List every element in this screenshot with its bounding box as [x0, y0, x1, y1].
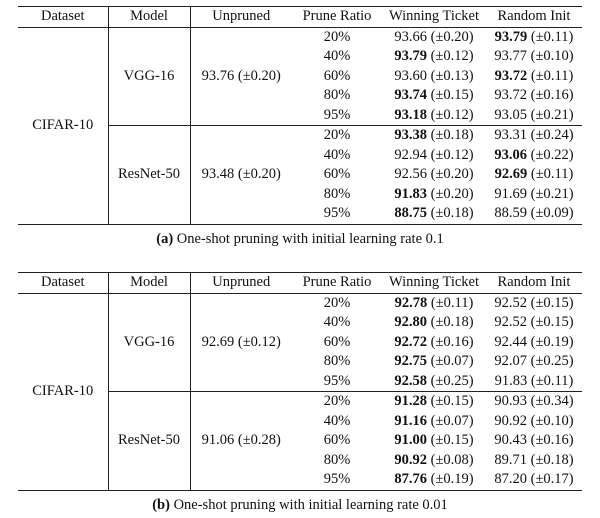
winning-ticket-value: 92.72 — [394, 333, 427, 350]
table-row — [18, 27, 582, 47]
random-init-error: (±0.25) — [530, 353, 574, 369]
prune-ratio-cell: 20% — [323, 127, 351, 143]
winning-ticket-value: 93.74 — [394, 87, 427, 103]
winning-ticket-value: 92.75 — [394, 353, 427, 369]
winning-ticket-value: 91.28 — [394, 393, 427, 409]
model-cell: ResNet-50 — [108, 126, 190, 225]
header-row — [18, 273, 582, 294]
random-init-cell — [486, 470, 582, 490]
model-cell: VGG-16 — [108, 27, 190, 126]
winning-ticket-error: (±0.15) — [430, 393, 474, 409]
random-init-error: (±0.11) — [530, 166, 574, 182]
prune-ratio-cell: 80% — [323, 451, 351, 468]
random-init-value: 92.69 — [494, 166, 528, 182]
table-caption-b — [0, 496, 600, 514]
random-init-cell — [486, 185, 582, 205]
prune-ratio-cell: 60% — [323, 67, 351, 84]
winning-ticket-error: (±0.18) — [430, 205, 474, 221]
random-init-value: 93.77 — [494, 48, 527, 64]
winning-ticket-cell — [382, 372, 486, 392]
caption-tag: (a) — [156, 231, 174, 247]
random-init-cell — [486, 204, 582, 224]
winning-ticket-error: (±0.15) — [430, 432, 474, 448]
winning-ticket-error: (±0.11) — [430, 294, 474, 311]
unpruned-cell: 93.48 (±0.20) — [190, 126, 292, 225]
header-prune-ratio: Prune Ratio — [302, 274, 372, 290]
winning-ticket-cell — [382, 27, 486, 47]
winning-ticket-cell — [382, 352, 486, 372]
winning-ticket-error: (±0.20) — [430, 28, 474, 45]
random-init-error: (±0.10) — [530, 48, 574, 64]
prune-ratio-cell: 80% — [323, 87, 351, 103]
winning-ticket-error: (±0.12) — [430, 48, 474, 64]
random-init-value: 93.72 — [494, 67, 528, 84]
random-init-value: 93.31 — [494, 127, 527, 143]
winning-ticket-error: (±0.18) — [430, 127, 474, 143]
random-init-cell — [486, 165, 582, 185]
random-init-error: (±0.24) — [530, 127, 574, 143]
random-init-error: (±0.34) — [530, 393, 574, 409]
random-init-error: (±0.19) — [530, 333, 574, 350]
random-init-error: (±0.17) — [530, 471, 574, 487]
random-init-cell — [486, 451, 582, 471]
dataset-cell: CIFAR-10 — [32, 382, 94, 399]
prune-ratio-cell: 95% — [323, 372, 351, 389]
header-model: Model — [108, 7, 190, 28]
random-init-value: 93.72 — [494, 87, 527, 103]
random-init-value: 90.43 — [494, 432, 527, 448]
random-init-value: 93.06 — [494, 146, 527, 163]
dataset-cell: CIFAR-10 — [32, 116, 94, 133]
winning-ticket-cell — [382, 165, 486, 185]
winning-ticket-cell — [382, 204, 486, 224]
prune-ratio-cell: 40% — [323, 48, 351, 64]
prune-ratio-cell: 40% — [323, 146, 351, 163]
winning-ticket-error: (±0.20) — [430, 166, 474, 182]
winning-ticket-cell — [382, 67, 486, 87]
unpruned-cell: 93.76 (±0.20) — [190, 27, 292, 126]
random-init-value: 93.05 — [494, 106, 527, 123]
prune-ratio-cell: 80% — [323, 185, 351, 202]
random-init-error: (±0.18) — [530, 451, 574, 468]
winning-ticket-cell — [382, 47, 486, 67]
prune-ratio-cell: 40% — [323, 314, 351, 330]
table-caption-a — [0, 230, 600, 248]
winning-ticket-value: 92.78 — [394, 294, 428, 311]
winning-ticket-cell — [382, 185, 486, 205]
random-init-value: 93.79 — [494, 28, 528, 45]
random-init-cell — [486, 412, 582, 432]
header-winning-ticket: Winning Ticket — [388, 8, 480, 24]
winning-ticket-value: 92.56 — [394, 166, 427, 182]
random-init-error: (±0.11) — [530, 28, 574, 45]
winning-ticket-cell — [382, 431, 486, 451]
winning-ticket-value: 93.18 — [394, 106, 427, 123]
winning-ticket-error: (±0.07) — [430, 412, 474, 429]
winning-ticket-value: 88.75 — [394, 205, 427, 221]
random-init-cell — [486, 392, 582, 412]
winning-ticket-cell — [382, 86, 486, 106]
winning-ticket-cell — [382, 392, 486, 412]
caption-text: One-shot pruning with initial learning rate 0.01 — [169, 497, 448, 513]
prune-ratio-cell: 60% — [323, 333, 351, 350]
header-model: Model — [108, 273, 190, 294]
random-init-value: 92.52 — [494, 294, 527, 311]
winning-ticket-value: 91.00 — [394, 432, 427, 448]
winning-ticket-cell — [382, 333, 486, 353]
random-init-value: 92.52 — [494, 314, 527, 330]
header-random-init: Random Init — [497, 8, 571, 24]
unpruned-cell: 91.06 (±0.28) — [190, 392, 292, 491]
random-init-cell — [486, 313, 582, 333]
winning-ticket-value: 90.92 — [394, 451, 427, 468]
winning-ticket-value: 93.38 — [394, 127, 427, 143]
random-init-error: (±0.16) — [530, 432, 574, 448]
random-init-cell — [486, 47, 582, 67]
model-cell: VGG-16 — [108, 293, 190, 392]
prune-ratio-cell: 95% — [323, 106, 351, 123]
random-init-cell — [486, 333, 582, 353]
results-table-a — [18, 6, 582, 225]
prune-ratio-cell: 95% — [323, 471, 351, 487]
header-row — [18, 7, 582, 28]
header-winning-ticket: Winning Ticket — [388, 274, 480, 290]
prune-ratio-cell: 20% — [323, 28, 351, 45]
random-init-cell — [486, 431, 582, 451]
random-init-value: 92.07 — [494, 353, 527, 369]
winning-ticket-error: (±0.19) — [430, 471, 474, 487]
prune-ratio-cell: 60% — [323, 432, 351, 448]
random-init-cell — [486, 67, 582, 87]
winning-ticket-cell — [382, 313, 486, 333]
random-init-cell — [486, 106, 582, 126]
random-init-value: 88.59 — [494, 205, 527, 221]
random-init-value: 91.83 — [494, 372, 528, 389]
winning-ticket-cell — [382, 412, 486, 432]
random-init-error: (±0.11) — [530, 372, 574, 389]
random-init-error: (±0.21) — [530, 185, 574, 202]
winning-ticket-error: (±0.18) — [430, 314, 474, 330]
winning-ticket-error: (±0.15) — [430, 87, 474, 103]
winning-ticket-error: (±0.25) — [430, 372, 474, 389]
random-init-error: (±0.10) — [530, 412, 574, 429]
random-init-value: 91.69 — [494, 185, 527, 202]
table-row — [18, 293, 582, 313]
winning-ticket-cell — [382, 106, 486, 126]
winning-ticket-error: (±0.08) — [430, 451, 474, 468]
random-init-value: 87.20 — [494, 471, 527, 487]
random-init-error: (±0.21) — [530, 106, 574, 123]
prune-ratio-cell: 20% — [323, 393, 351, 409]
winning-ticket-value: 92.58 — [394, 372, 427, 389]
unpruned-cell: 92.69 (±0.12) — [190, 293, 292, 392]
random-init-cell — [486, 293, 582, 313]
random-init-cell — [486, 372, 582, 392]
prune-ratio-cell: 20% — [323, 294, 351, 311]
winning-ticket-cell — [382, 146, 486, 166]
random-init-cell — [486, 352, 582, 372]
random-init-error: (±0.16) — [530, 87, 574, 103]
random-init-cell — [486, 27, 582, 47]
header-random-init: Random Init — [497, 274, 571, 290]
header-unpruned: Unpruned — [190, 7, 292, 28]
random-init-cell — [486, 86, 582, 106]
random-init-error: (±0.09) — [530, 205, 574, 221]
header-dataset: Dataset — [41, 8, 85, 24]
winning-ticket-value: 93.66 — [394, 28, 427, 45]
random-init-error: (±0.11) — [530, 67, 574, 84]
header-prune-ratio: Prune Ratio — [302, 8, 372, 24]
random-init-value: 90.92 — [494, 412, 527, 429]
random-init-cell — [486, 146, 582, 166]
winning-ticket-error: (±0.12) — [430, 106, 474, 123]
winning-ticket-cell — [382, 126, 486, 146]
header-dataset: Dataset — [41, 274, 85, 290]
prune-ratio-cell: 95% — [323, 205, 351, 221]
random-init-error: (±0.15) — [530, 294, 574, 311]
prune-ratio-cell: 80% — [323, 353, 351, 369]
winning-ticket-cell — [382, 451, 486, 471]
prune-ratio-cell: 40% — [323, 412, 351, 429]
caption-tag: (b) — [152, 497, 170, 513]
winning-ticket-cell — [382, 293, 486, 313]
prune-ratio-cell: 60% — [323, 166, 351, 182]
random-init-error: (±0.15) — [530, 314, 574, 330]
winning-ticket-value: 91.16 — [394, 412, 427, 429]
random-init-cell — [486, 126, 582, 146]
model-cell: ResNet-50 — [108, 392, 190, 491]
winning-ticket-value: 93.79 — [394, 48, 427, 64]
winning-ticket-cell — [382, 470, 486, 490]
winning-ticket-value: 91.83 — [394, 185, 427, 202]
winning-ticket-error: (±0.20) — [430, 185, 474, 202]
random-init-error: (±0.22) — [530, 146, 574, 163]
winning-ticket-value: 92.80 — [394, 314, 427, 330]
winning-ticket-error: (±0.12) — [430, 146, 474, 163]
winning-ticket-value: 92.94 — [394, 146, 427, 163]
random-init-value: 90.93 — [494, 393, 527, 409]
winning-ticket-value: 87.76 — [394, 471, 427, 487]
winning-ticket-error: (±0.16) — [430, 333, 474, 350]
winning-ticket-error: (±0.13) — [430, 67, 474, 84]
winning-ticket-value: 93.60 — [394, 67, 427, 84]
winning-ticket-error: (±0.07) — [430, 353, 474, 369]
random-init-value: 92.44 — [494, 333, 527, 350]
caption-text: One-shot pruning with initial learning rate 0.1 — [173, 231, 444, 247]
header-unpruned: Unpruned — [190, 273, 292, 294]
results-table-b — [18, 272, 582, 491]
random-init-value: 89.71 — [494, 451, 527, 468]
